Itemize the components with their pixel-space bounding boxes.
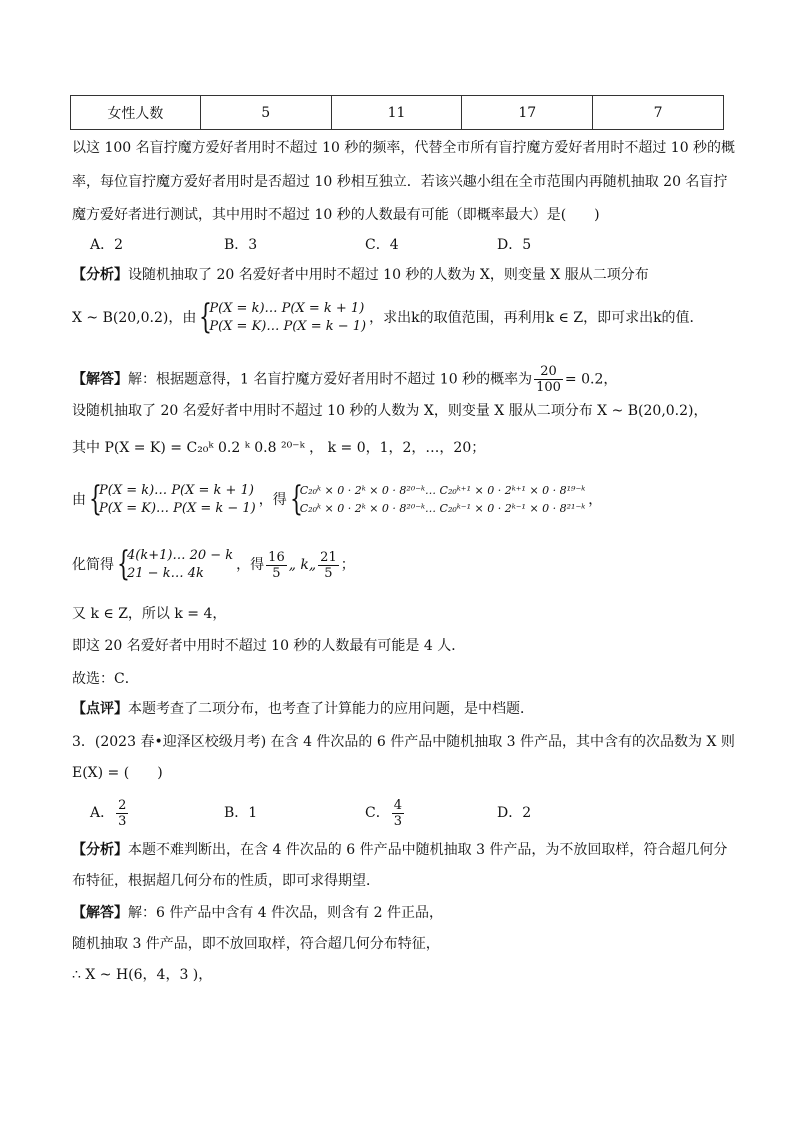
q2-answer-line-7: 即这 20 名爱好者中用时不超过 10 秒的人数最有可能是 4 人． <box>72 638 466 654</box>
q3-option-b: B．1 <box>224 805 258 821</box>
q2-answer-line-2: 设随机抽取了 20 名爱好者中用时不超过 10 秒的人数为 X，则变量 X 服从二项分布 X ~ B(20,0.2)， <box>72 403 708 419</box>
q3-option-c: C． $\frac{4}{3}$ <box>365 797 402 829</box>
equation-system: { C₂₀ᵏ × 0 · 2ᵏ × 0 · 8²⁰⁻ᵏ… C₂₀ᵏ⁺¹ × 0 · 2ᵏ⁺¹ × 0 · 8¹⁹⁻ᵏ C₂₀ᵏ × 0 · 2ᵏ × 0 · 8²⁰⁻ᵏ… C₂₀ᵏ⁻¹ × 0 · 2ᵏ⁻¹ × 0 · 8²¹⁻ᵏ <box>289 479 586 519</box>
table-cell: 5 <box>200 96 331 130</box>
q2-answer-line-3: 其中 P(X = K) = C₂₀ᵏ 0.2 ᵏ 0.8 ²⁰⁻ᵏ ， k = 0，1，2，…，20； <box>72 440 486 456</box>
q3-analysis-line-1: 【分析】本题不难判断出，在含 4 件次品的 6 件产品中随机抽取 3 件产品，为不放回取样，符合超几何分 <box>72 842 728 858</box>
equation-system: { 4(k+1)… 20 − k 21 − k… 4k <box>117 544 234 584</box>
q3-stem-line-2: E(X) = ( ) <box>72 765 163 781</box>
q3-option-d: D．2 <box>497 805 532 821</box>
analysis-text: ，求出k的取值范围，再利用k ∈ Z，即可求出k的值． <box>369 310 704 326</box>
q3-analysis-line-2: 布特征，根据超几何分布的性质，即可求得期望． <box>72 873 380 889</box>
analysis-tag: 【分析】 <box>72 842 128 858</box>
fraction: $\frac{20}{100}$ <box>536 364 561 395</box>
q3-answer-line-3: ∴ X ~ H(6，4，3 )， <box>72 967 213 983</box>
answer-text: 解：根据题意得，1 名盲拧魔方爱好者用时不超过 10 秒的概率为 <box>128 371 533 388</box>
answer-tag: 【解答】 <box>72 371 128 388</box>
equation-system: { P(X = k)… P(X = k + 1) P(X = K)… P(X = k − 1) <box>89 479 256 519</box>
table-cell: 7 <box>593 96 724 130</box>
table-cell: 女性人数 <box>71 96 201 130</box>
analysis-tag: 【分析】 <box>72 267 128 283</box>
fraction: $\frac{16}{5}$ <box>268 549 285 581</box>
analysis-text: 设随机抽取了 20 名爱好者中用时不超过 10 秒的人数为 X，则变量 X 服从二项分布 <box>128 267 649 283</box>
analysis-text: X ~ B(20,0.2)，由 <box>72 310 197 326</box>
q2-analysis-line-1 <box>72 265 649 285</box>
equation-system: { P(X = k)… P(X = k + 1) P(X = K)… P(X = k − 1) <box>199 297 367 337</box>
q3-stem-line-1: 3．(2023 春•迎泽区校级月考) 在含 4 件次品的 6 件产品中随机抽取 3 件产品，其中含有的次品数为 X 则 <box>72 734 735 750</box>
q2-stem-line-2: 率，每位盲拧魔方爱好者用时是否超过 10 秒相互独立．若该兴趣小组在全市范围内再随机抽取 20 名盲拧 <box>72 174 728 190</box>
q3-answer-line-2: 随机抽取 3 件产品，即不放回取样，符合超几何分布特征， <box>72 936 440 952</box>
table-row <box>71 96 724 130</box>
q2-answer-line-8: 故选：C． <box>72 671 139 687</box>
table-cell: 17 <box>462 96 593 130</box>
q2-stem-line-3: 魔方爱好者进行测试，其中用时不超过 10 秒的人数最有可能（即概率最大）是( ) <box>72 207 600 223</box>
answer-text: = 0.2， <box>564 371 618 388</box>
q2-option-b: B．3 <box>224 237 258 253</box>
q2-stem-line-1: 以这 100 名盲拧魔方爱好者用时不超过 10 秒的频率，代替全市所有盲拧魔方爱好者用时不超过 10 秒的概 <box>72 140 736 156</box>
table-cell: 11 <box>331 96 462 130</box>
q2-analysis-line-2 <box>72 298 704 338</box>
q2-answer-line-1 <box>72 364 617 395</box>
answer-tag: 【解答】 <box>72 905 128 921</box>
fraction: $\frac{2}{3}$ <box>118 797 127 829</box>
q2-option-c: C．4 <box>365 237 399 253</box>
q3-option-a: A． $\frac{2}{3}$ <box>90 797 127 829</box>
q2-option-d: D．5 <box>497 237 532 253</box>
comment-tag: 【点评】 <box>72 701 128 717</box>
q2-comment: 【点评】本题考查了二项分布，也考查了计算能力的应用问题，是中档题． <box>72 701 534 717</box>
q2-answer-line-5: 化简得 { 4(k+1)… 20 − k 21 − k… 4k ，得 $\frac{16}{5}$ „ k„ $\frac{21}{5}$ ； <box>72 544 355 584</box>
q2-option-a: A．2 <box>90 237 124 253</box>
q2-answer-line-6: 又 k ∈ Z，所以 k = 4， <box>72 606 227 622</box>
q3-answer-line-1: 【解答】解：6 件产品中含有 4 件次品，则含有 2 件正品， <box>72 905 443 921</box>
q2-answer-line-4: 由 { P(X = k)… P(X = k + 1) P(X = K)… P(X = k − 1) ，得 { C₂₀ᵏ × 0 · 2ᵏ × 0 · 8²⁰⁻ᵏ… C₂₀ᵏ⁺¹ × 0 · 2ᵏ⁺¹ × 0 · 8¹⁹⁻ᵏ C₂₀ᵏ × 0 · 2ᵏ × 0 · 8²⁰⁻ᵏ… C₂₀ᵏ⁻¹ × 0 · 2ᵏ⁻¹ × 0 · 8²¹⁻ᵏ ， <box>72 479 603 519</box>
fraction: $\frac{21}{5}$ <box>320 549 337 581</box>
data-table <box>70 95 724 130</box>
fraction: $\frac{4}{3}$ <box>393 797 402 829</box>
